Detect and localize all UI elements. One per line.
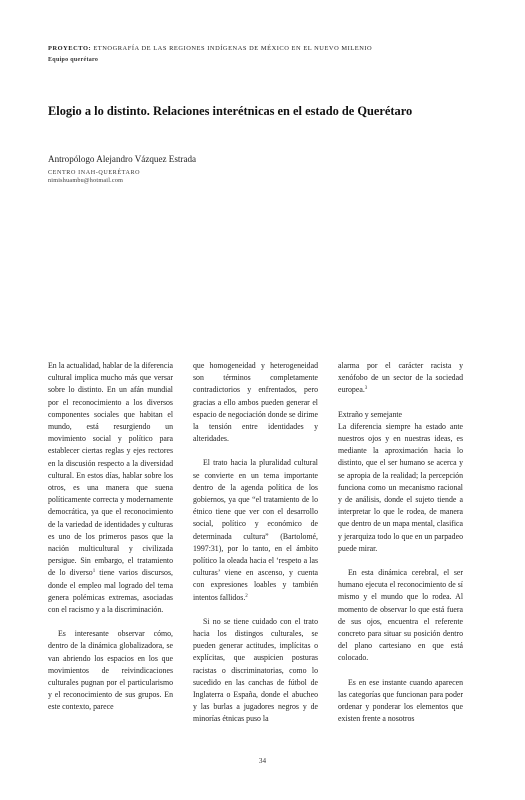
project-line [48,44,488,53]
footnote-marker: 1 [92,569,96,575]
page-number: 34 [258,757,267,765]
paragraph: Es en ese instante cuando aparecen las categorías que funcionan para poder ordenar y ponderar los elementos que existen frente a nosotros [338,677,463,724]
paragraph [48,360,173,616]
project-title: ETNOGRAFÍA DE LAS REGIONES INDÍGENAS DE MÉXICO EN EL NUEVO MILENIO [93,45,373,52]
paragraph-text: En la actualidad, hablar de la diferencia cultural implica mucho más que versar sobre lo distinto. En un afán mundial por el reconocimiento a los diversos componentes sociales que habitan el mundo, está resurgiendo un movimiento social y político para establecer ciertas reglas y ejes rectores en la discusión respecto a la diversidad cultural. En estos días, hablar sobre los otros, es una manera que suena políticamente correcta y modernamente democrática, ya que el reconocimiento de la variedad de identidades y culturas es uno de los primeros pasos que la nación multicultural y civilizada persigue. Sin embargo, el tratamiento de lo diverso [48,361,173,578]
author-email: nimishuambu@hotmail.com [48,178,124,184]
author-name: Antropólogo Alejandro Vázquez Estrada [48,154,197,164]
paragraph: que homogeneidad y heterogeneidad son términos completamente contradictorios y enfrentados, pero gracias a ello ambos pueden generar el espacio de negociación donde se dirime la tensión entre identidades y alteridades. [193,361,318,444]
author-block [48,153,348,184]
paragraph: Es interesante observar cómo, dentro de la dinámica globalizadora, se van abriendo los espacios en los que movimientos de reivindicaciones culturales pugnan por el particularismo y el reconocimiento de sus grupos. En este contexto, parece [48,629,173,712]
article-title: Elogio a lo distinto. Relaciones interétnicas en el estado de Querétaro [48,104,413,118]
section-subheading: Extraño y semejante [338,409,403,419]
text-column-2 [193,360,318,726]
text-column-3 [338,360,463,725]
author-affiliation: CENTRO INAH-QUERÉTARO [48,170,141,176]
text-column-1 [48,360,173,714]
paragraph-text: tiene varios discursos, donde el empleo mal logrado del tema genera polémicas extremas, asociadas con el racismo y a la discriminación. [48,568,173,615]
paragraph-text: El trato hacia la pluralidad cultural se convierte en un tema importante dentro de la agenda política de los gobiernos, ya que “el tratamiento de lo étnico tiene que ver con el desarrollo social, político y económico de determinada cultura” (Bartolomé, 1997:31), por lo tanto, en el ámbito político la oleada hacia el ‘respeto a las culturas’ viene en ascenso, y cuenta con expresiones loables y también intentos fallidos. [193,458,318,602]
footnote-marker: 3 [364,386,368,392]
paragraph: La diferencia siempre ha estado ante nuestros ojos y en nuestras ideas, es mediante la aproximación hacia lo distinto, que el ser humano se acerca y se apropia de la realidad; la percepción funciona como un mecanismo racional y de análisis, donde el sujeto tiende a interpretar lo que le rodea, de manera que dentro de un mapa mental, clasifica y jerarquiza todo lo que en un parpadeo puede mirar. [338,421,463,553]
project-label: PROYECTO: [48,45,92,52]
paragraph [338,360,463,397]
footnote-marker: 2 [245,593,248,599]
paragraph [193,457,318,603]
paragraph-text: alarma por el carácter racista y xenófobo de un sector de la sociedad europea. [338,361,463,395]
paragraph: En esta dinámica cerebral, el ser humano ejecuta el reconocimiento de sí mismo y el mundo que lo rodea. Al momento de observar lo que está fuera de sus ojos, encuentra el referente concreto para situar su posición dentro del plano cartesiano en que está colocado. [338,568,463,663]
running-header [48,44,488,63]
team-label: Equipo querétaro [48,57,99,63]
paragraph: Si no se tiene cuidado con el trato hacia los distingos culturales, se pueden generar actitudes, implícitas o explícitas, que auspicien posturas racistas o discriminatorias, como lo sucedido en las canchas de fútbol de Inglaterra o España, donde el abucheo y las burlas a jugadores negros y de minorías étnicas puso la [193,616,318,724]
